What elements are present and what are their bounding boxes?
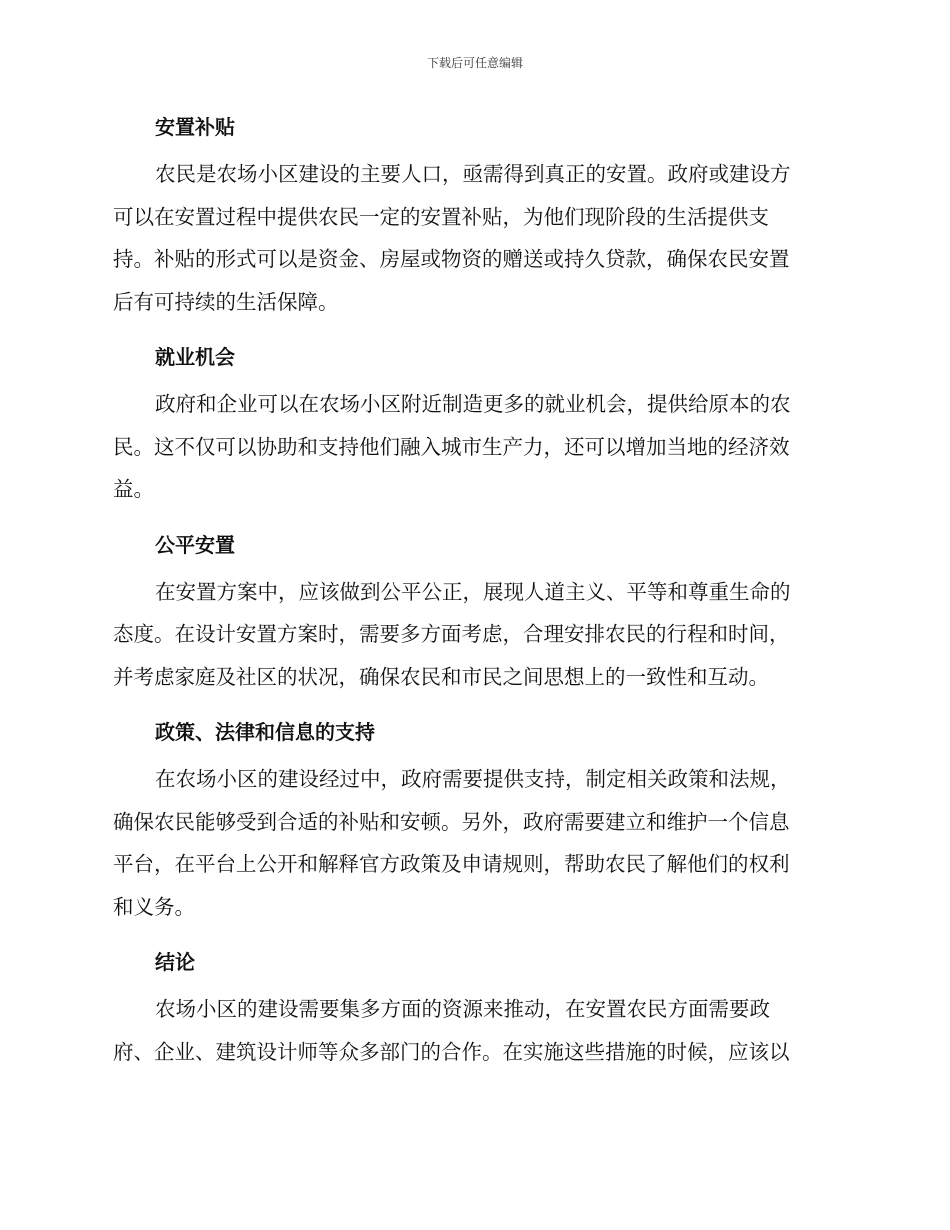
section-heading-conclusion: 结论 <box>155 950 195 974</box>
section-heading-employment-opportunities: 就业机会 <box>155 345 235 369</box>
document-body <box>113 107 833 1087</box>
body-line: 和义务。 <box>113 894 195 919</box>
body-line: 确保农民能够受到合适的补贴和安顿。另外，政府需要建立和维护一个信息 <box>113 809 790 834</box>
section-body-fair-resettlement <box>113 571 833 699</box>
section-heading-resettlement-subsidy: 安置补贴 <box>155 115 235 139</box>
body-line: 平台，在平台上公开和解释官方政策及申请规则，帮助农民了解他们的权利 <box>113 852 790 876</box>
body-line: 民。这不仅可以协助和支持他们融入城市生产力，还可以增加当地的经济效 <box>113 434 790 459</box>
body-line: 在安置方案中，应该做到公平公正，展现人道主义、平等和尊重生命的 <box>155 579 791 604</box>
body-line: 农民是农场小区建设的主要人口，亟需得到真正的安置。政府或建设方 <box>155 162 791 186</box>
body-line: 农场小区的建设需要集多方面的资源来推动，在安置农民方面需要政 <box>155 997 770 1021</box>
body-line: 持。补贴的形式可以是资金、房屋或物资的赠送或持久贷款，确保农民安置 <box>113 247 790 271</box>
section-body-resettlement-subsidy <box>113 153 833 323</box>
body-line: 在农场小区的建设经过中，政府需要提供支持，制定相关政策和法规， <box>155 767 791 791</box>
body-line: 益。 <box>113 477 154 501</box>
page-header: 下载后可任意编辑 <box>426 56 523 70</box>
body-line: 政府和企业可以在农场小区附近制造更多的就业机会，提供给原本的农 <box>155 392 791 416</box>
body-line: 府、企业、建筑设计师等众多部门的合作。在实施这些措施的时候，应该以 <box>113 1039 790 1064</box>
body-line: 可以在安置过程中提供农民一定的安置补贴，为他们现阶段的生活提供支 <box>113 204 769 229</box>
section-body-employment-opportunities <box>113 383 833 511</box>
body-line: 态度。在设计安置方案时，需要多方面考虑，合理安排农民的行程和时间， <box>113 622 790 646</box>
body-line: 并考虑家庭及社区的状况，确保农民和市民之间思想上的一致性和互动。 <box>113 664 769 689</box>
section-heading-fair-resettlement: 公平安置 <box>155 532 235 557</box>
section-body-policy-law-info-support <box>113 758 833 928</box>
body-line: 后有可持续的生活保障。 <box>113 289 339 314</box>
section-heading-policy-law-info-support: 政策、法律和信息的支持 <box>155 720 375 744</box>
section-body-conclusion <box>113 988 833 1073</box>
